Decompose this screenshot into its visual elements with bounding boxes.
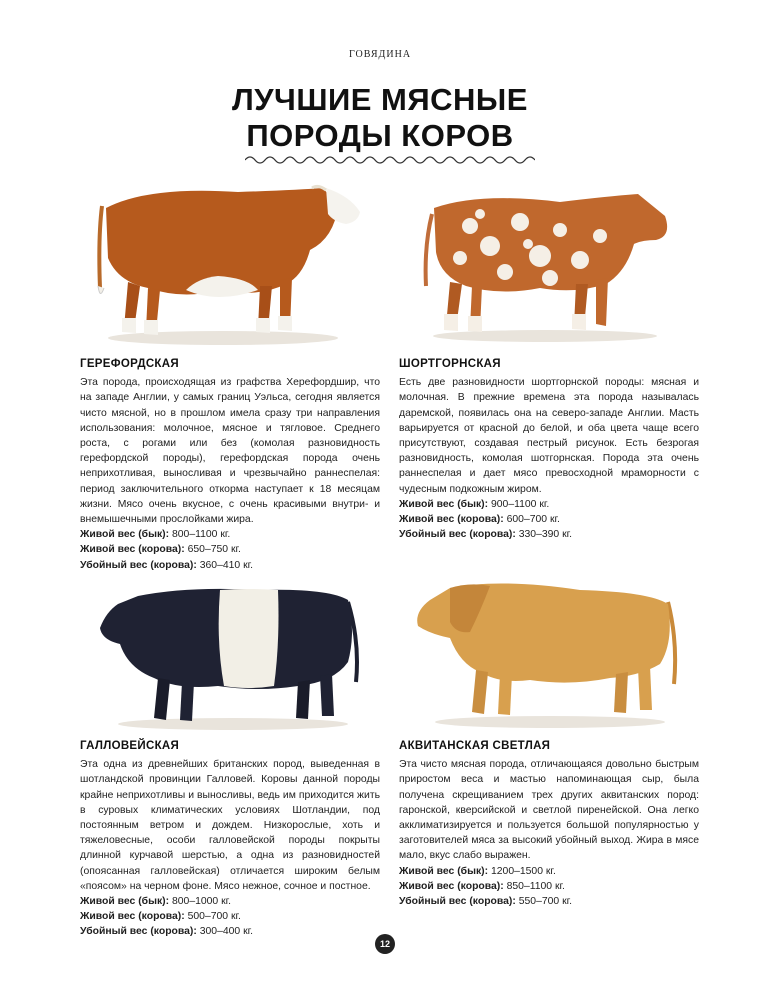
breed-name: АКВИТАНСКАЯ СВЕТЛАЯ (399, 740, 551, 752)
stat-live-weight-cow: Живой вес (корова): 650–750 кг. (80, 544, 241, 556)
title-line-1: ЛУЧШИЕ МЯСНЫЕ (232, 82, 528, 117)
galloway-cow-illustration (98, 582, 366, 732)
page-title (0, 82, 760, 154)
breed-description: Эта одна из древнейших британских пород, выведенная в шотландской провинции Галловей. Коровы данной породы крайне неприхотливы и выносливы, ведь им приходится жить в суровых климатических условиях Шотландии, под постоянным ветром и дождем. Низкорослые, хоть и тяжеловесные, особи галловейской породы покрыты длинной курчавой шерстью, а одна из разновидностей (опоясанная галловейская) отличается широким белым «поясом» на черном фоне. Мясо нежное, сочное и постное. (80, 759, 380, 892)
stat-slaughter-weight-cow: Убойный вес (корова): 330–390 кг. (399, 529, 573, 541)
breed-description: Эта чисто мясная порода, отличающаяся довольно быстрым приростом веса и мастью напоминающая сыр, была получена скрещиванием трех других аквитанских пород: гаронской, кверсийской и светлой пиренейской. Она легко акклиматизируется и пользуется большой популярностью у заготовителей мяса за высокий убойный выход. Жира в мясе мало, вкус слабо выражен. (399, 759, 699, 862)
stat-live-weight-bull: Живой вес (бык): 900–1100 кг. (399, 498, 550, 510)
stat-live-weight-cow: Живой вес (корова): 850–1100 кг. (399, 880, 565, 892)
title-line-2: ПОРОДЫ КОРОВ (246, 118, 514, 153)
breed-name: ГАЛЛОВЕЙСКАЯ (80, 740, 180, 752)
aquitaine-blonde-cow-illustration (410, 572, 682, 732)
breed-description: Есть две разновидности шортгорнской породы: мясная и молочная. В прежние времена эта порода называлась даремской, появилась она на северо-западе Англии. Масть варьируется от красной до белой, и оба цвета чаще всего присутствуют, создавая пестрый рисунок. Есть безрогая разновидность, комолая шотгорнская. Порода эта очень раннеспелая и дает мясо превосходной мраморности с чудесным подкожным жиром. (399, 377, 699, 495)
breed-name: ШОРТГОРНСКАЯ (399, 358, 501, 370)
breed-name: ГЕРЕФОРДСКАЯ (80, 358, 179, 370)
breed-hereford (80, 357, 380, 573)
stat-slaughter-weight-cow: Убойный вес (корова): 550–700 кг. (399, 896, 573, 908)
page-number: 12 (375, 934, 395, 954)
section-label: ГОВЯДИНА (348, 49, 412, 60)
stat-live-weight-cow: Живой вес (корова): 500–700 кг. (80, 911, 241, 923)
breed-shorthorn (399, 357, 699, 542)
decorative-wave-divider (245, 154, 535, 166)
shorthorn-cow-illustration (410, 186, 680, 346)
breed-galloway (80, 739, 380, 940)
stat-live-weight-cow: Живой вес (корова): 600–700 кг. (399, 514, 560, 526)
breed-description: Эта порода, происходящая из графства Херефордшир, что на западе Англии, у самых границ Уэльса, сегодня является чисто мясной, но в прошлом имела сразу три направления использования: молочное, мясное и тягловое. Среднего роста, с рогами или без (комолая разновидность герефордской породы), герефордская порода очень неприхотливая, выносливая и чрезвычайно раннеспелая: период заключительного откорма наступает к 18 месяцам жизни. Мясо очень вкусное, с очень красивыми внутри- и внемышечными прослойками жира. (80, 377, 380, 526)
hereford-cow-illustration (88, 178, 363, 350)
stat-live-weight-bull: Живой вес (бык): 1200–1500 кг. (399, 865, 556, 877)
breed-aquitaine-blonde (399, 739, 699, 909)
stat-live-weight-bull: Живой вес (бык): 800–1100 кг. (80, 529, 231, 541)
stat-slaughter-weight-cow: Убойный вес (корова): 300–400 кг. (80, 926, 254, 938)
stat-live-weight-bull: Живой вес (бык): 800–1000 кг. (80, 896, 232, 908)
stat-slaughter-weight-cow: Убойный вес (корова): 360–410 кг. (80, 559, 254, 571)
